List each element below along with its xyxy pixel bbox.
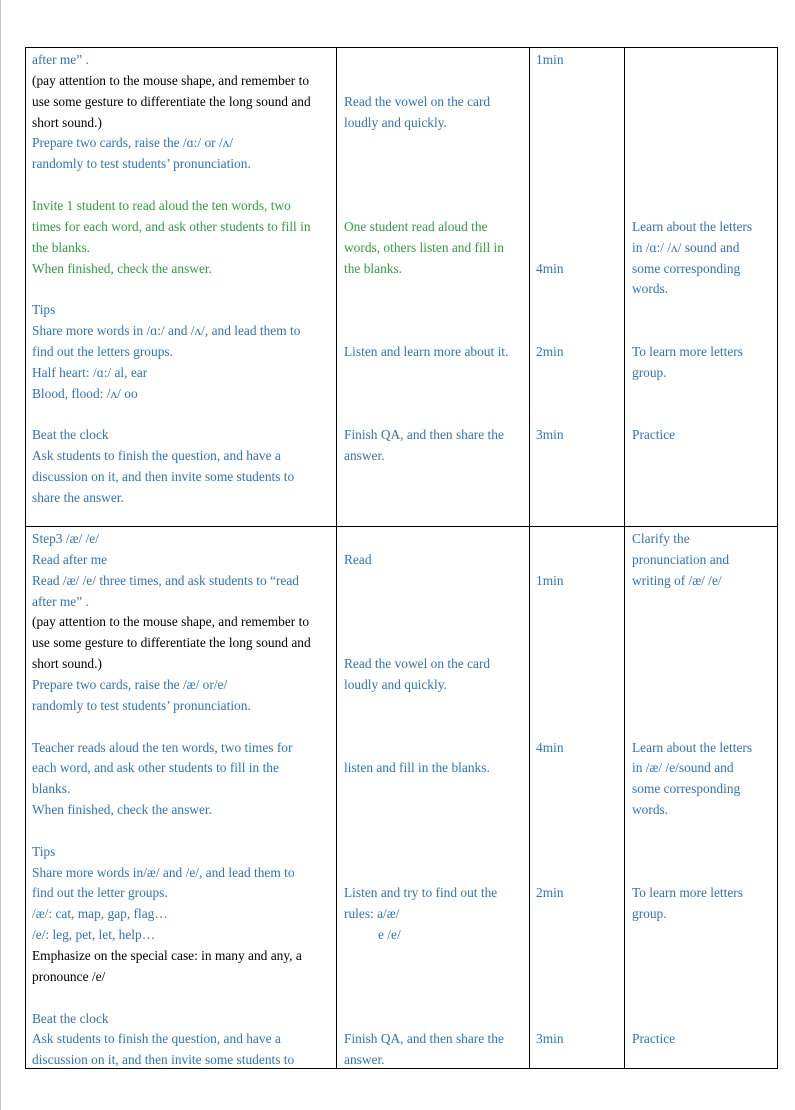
cell-text-line: in /ɑ:/ /ʌ/ sound and bbox=[632, 239, 740, 255]
cell-text-line: e /e/ bbox=[378, 927, 401, 943]
cell-text-line: Practice bbox=[632, 1031, 676, 1047]
cell-text-line: (pay attention to the mouse shape, and remember to bbox=[32, 614, 310, 630]
lesson-plan-table bbox=[25, 47, 778, 1069]
cell-text-line: Ask students to finish the question, and have a bbox=[32, 448, 281, 464]
cell-text-line: find out the letter groups. bbox=[32, 885, 168, 901]
cell-text-line: in /æ/ /e/sound and bbox=[632, 760, 734, 776]
cell-text-line: When finished, check the answer. bbox=[32, 260, 212, 276]
cell-text-line: Learn about the letters bbox=[632, 218, 753, 234]
cell-text-line: Read the vowel on the card bbox=[344, 656, 491, 672]
cell-text-line: Tips bbox=[32, 302, 56, 318]
cell-text-line: 3min bbox=[536, 427, 564, 443]
table-row bbox=[26, 48, 778, 527]
cell-text-line: Finish QA, and then share the bbox=[344, 427, 504, 443]
cell-text-line: some corresponding bbox=[632, 781, 741, 797]
cell-text-line: each word, and ask other students to fill in the bbox=[32, 760, 279, 776]
cell-text-line: 2min bbox=[536, 343, 564, 359]
page-left-rule bbox=[0, 0, 1, 1110]
cell-text-line: Finish QA, and then share the bbox=[344, 1031, 504, 1047]
cell-text-line: To learn more letters bbox=[632, 343, 743, 359]
cell-text-line: Beat the clock bbox=[32, 427, 109, 443]
cell-text-line: To learn more letters bbox=[632, 885, 743, 901]
time-cell bbox=[530, 527, 625, 1069]
cell-text-line: Learn about the letters bbox=[632, 739, 753, 755]
cell-text-line: listen and fill in the blanks. bbox=[344, 760, 490, 776]
cell-text-line: Share more words in/æ/ and /e/, and lead them to bbox=[32, 864, 295, 880]
cell-text-line: times for each word, and ask other students to fill in bbox=[32, 218, 311, 234]
cell-text-line: Beat the clock bbox=[32, 1010, 109, 1026]
activity-cell bbox=[26, 48, 337, 527]
cell-text-line: 1min bbox=[536, 572, 564, 588]
table-row bbox=[26, 527, 778, 1069]
cell-text-line: 3min bbox=[536, 1031, 564, 1047]
cell-text-line: Share more words in /ɑ:/ and /ʌ/, and lead them to bbox=[32, 323, 301, 339]
cell-text-line: Clarify the bbox=[632, 531, 690, 546]
cell-text-line: answer. bbox=[344, 448, 385, 464]
cell-text-line: discussion on it, and then invite some students to bbox=[32, 1052, 295, 1068]
cell-text-line: Listen and learn more about it. bbox=[344, 343, 509, 359]
activity-cell bbox=[26, 527, 337, 1069]
cell-text-line: words, others listen and fill in bbox=[344, 239, 504, 255]
cell-text-line: Read bbox=[344, 551, 372, 567]
cell-text-line: use some gesture to differentiate the long sound and bbox=[32, 635, 311, 651]
cell-text-line: Listen and try to find out the bbox=[344, 885, 498, 901]
cell-text-line: find out the letters groups. bbox=[32, 343, 173, 359]
cell-text-line: Step3 /æ/ /e/ bbox=[32, 531, 99, 546]
cell-text-line: Prepare two cards, raise the /ɑ:/ or /ʌ/ bbox=[32, 135, 234, 151]
cell-text-line: Prepare two cards, raise the /æ/ or/e/ bbox=[32, 676, 228, 692]
cell-text-line: Tips bbox=[32, 843, 56, 859]
cell-text-line: group. bbox=[632, 906, 667, 922]
cell-text-line: some corresponding bbox=[632, 260, 741, 276]
student-cell bbox=[337, 48, 530, 527]
cell-text-line: the blanks. bbox=[32, 239, 91, 255]
cell-text-line: rules: a/æ/ bbox=[344, 906, 400, 922]
purpose-cell bbox=[625, 48, 778, 527]
cell-text-line: (pay attention to the mouse shape, and remember to bbox=[32, 72, 310, 88]
cell-text-line: answer. bbox=[344, 1052, 385, 1068]
cell-text-line: short sound.) bbox=[32, 656, 102, 672]
cell-text-line: 4min bbox=[536, 260, 564, 276]
cell-text-line: 4min bbox=[536, 739, 564, 755]
cell-text-line: Read /æ/ /e/ three times, and ask students to “read bbox=[32, 572, 299, 588]
cell-text-line: pronunciation and bbox=[632, 551, 730, 567]
cell-text-line: Teacher reads aloud the ten words, two times for bbox=[32, 739, 293, 755]
cell-text-line: 2min bbox=[536, 885, 564, 901]
cell-text-line: Half heart: /ɑ:/ al, ear bbox=[32, 364, 148, 380]
cell-text-line: Read the vowel on the card bbox=[344, 93, 491, 109]
cell-text-line: blanks. bbox=[32, 781, 71, 797]
purpose-cell bbox=[625, 527, 778, 1069]
cell-text-line: writing of /æ/ /e/ bbox=[632, 572, 722, 588]
cell-text-line: loudly and quickly. bbox=[344, 676, 447, 692]
cell-text-line: 1min bbox=[536, 52, 564, 67]
cell-text-line: group. bbox=[632, 364, 667, 380]
cell-text-line: after me” . bbox=[32, 52, 89, 67]
cell-text-line: Blood, flood: /ʌ/ oo bbox=[32, 385, 138, 401]
cell-text-line: words. bbox=[632, 802, 669, 818]
cell-text-line: /æ/: cat, map, gap, flag… bbox=[32, 906, 168, 922]
cell-text-line: One student read aloud the bbox=[344, 218, 488, 234]
cell-text-line: Emphasize on the special case: in many and any, a bbox=[32, 948, 302, 963]
cell-text-line: randomly to test students’ pronunciation. bbox=[32, 697, 251, 713]
cell-text-line: share the answer. bbox=[32, 489, 124, 505]
cell-text-line: words. bbox=[632, 281, 669, 297]
cell-text-line: Read after me bbox=[32, 551, 108, 567]
student-cell bbox=[337, 527, 530, 1069]
cell-text-line: use some gesture to differentiate the long sound and bbox=[32, 93, 311, 109]
cell-text-line: Ask students to finish the question, and have a bbox=[32, 1031, 281, 1047]
cell-text-line: Invite 1 student to read aloud the ten words, two bbox=[32, 197, 291, 213]
time-cell bbox=[530, 48, 625, 527]
cell-text-line: loudly and quickly. bbox=[344, 114, 447, 130]
cell-text-line: short sound.) bbox=[32, 114, 102, 130]
cell-text-line: When finished, check the answer. bbox=[32, 802, 212, 818]
cell-text-line: the blanks. bbox=[344, 260, 403, 276]
cell-text-line: randomly to test students’ pronunciation. bbox=[32, 156, 251, 172]
cell-text-line: Practice bbox=[632, 427, 676, 443]
cell-text-line: /e/: leg, pet, let, help… bbox=[32, 927, 156, 943]
cell-text-line: after me” . bbox=[32, 593, 89, 609]
cell-text-line: discussion on it, and then invite some students to bbox=[32, 469, 295, 484]
cell-text-line: pronounce /e/ bbox=[32, 968, 106, 984]
